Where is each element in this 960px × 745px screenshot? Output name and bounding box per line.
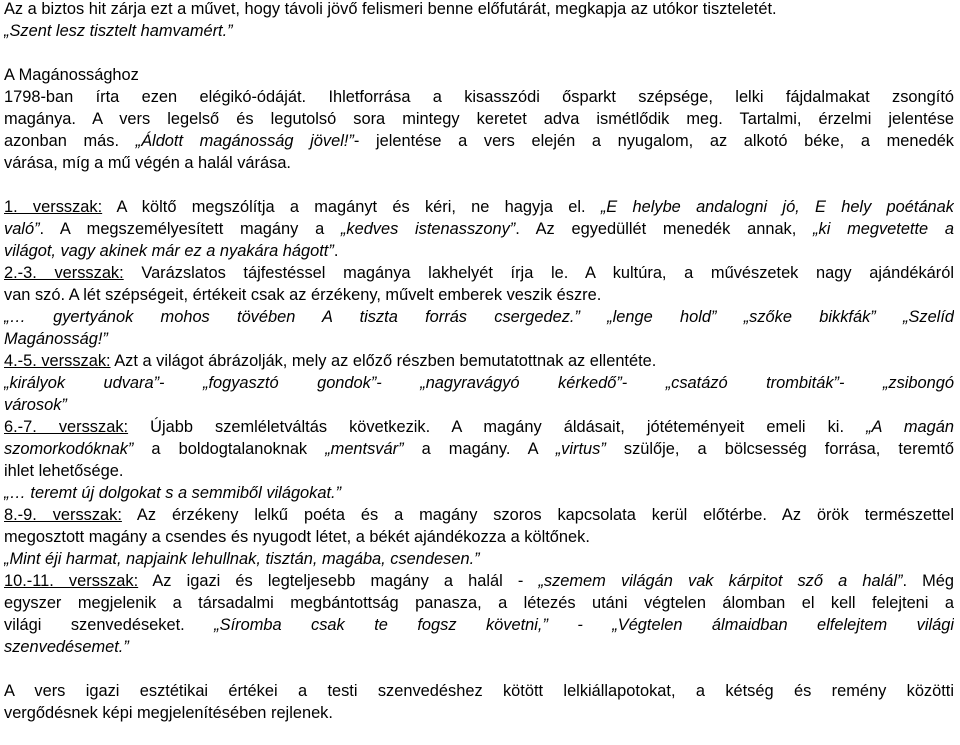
quote-line: [4, 636, 954, 658]
text-span: magánya. A vers legelső és legutolsó sora mintegy keretet adva ismétlődik meg. Tartalmi, érzelmi jelentése: [4, 110, 954, 128]
section-heading: [4, 64, 954, 86]
text-line: [4, 416, 954, 438]
text-line: [4, 130, 954, 152]
text-span: A Magánossághoz: [4, 66, 139, 84]
stanza-label: 10.-11. versszak:: [4, 572, 139, 590]
text-span: van szó. A lét szépségeit, értékeit csak az érzékeny, művelt emberek veszik észre.: [4, 286, 602, 304]
quote-text: „A magán: [866, 418, 954, 436]
quote-text: való”: [4, 220, 40, 238]
quote-text: „ki megvetette a: [813, 220, 954, 238]
text-span: Azt a világot ábrázolják, mely az előző részben bemutatottnak az ellentéte.: [110, 352, 657, 370]
quote-text: „Szent lesz tisztelt hamvamért.”: [4, 22, 233, 40]
text-line: [4, 438, 954, 460]
text-line: [4, 592, 954, 614]
quote-text: „kedves istenasszony”: [340, 220, 516, 238]
text-span: . Még: [902, 572, 954, 590]
text-line: [4, 152, 954, 174]
text-line: [4, 570, 954, 592]
text-span: . Az egyedüllét menedék annak,: [515, 220, 814, 238]
stanza-label: 1. versszak:: [4, 198, 103, 216]
quote-text: „E helybe andalogni jó, E hely poétának: [600, 198, 954, 216]
quote-line: [4, 328, 954, 350]
quote-line: [4, 394, 954, 416]
text-line: [4, 262, 954, 284]
text-line: [4, 0, 954, 20]
quote-text: „mentsvár”: [325, 440, 404, 458]
quote-line: [4, 548, 954, 570]
text-span: Újabb szemléletváltás következik. A magány áldásait, jótéteményeit emeli ki.: [128, 418, 867, 436]
quote-text: szenvedésemet.”: [4, 638, 129, 656]
text-span: Az érzékeny lelkű poéta és a magány szoros kapcsolata kerül előtérbe. Az örök természettel: [121, 506, 954, 524]
text-line: [4, 702, 954, 724]
text-span: Varázslatos tájfestéssel magánya lakhelyét írja le. A kultúra, a művészetek nagy ajándékáról: [123, 264, 954, 282]
text-line: [4, 240, 954, 262]
text-line: [4, 20, 954, 42]
text-span: szülője, a bölcsesség forrása, teremtő: [605, 440, 954, 458]
stanza-label: 4.-5. versszak:: [4, 352, 111, 370]
quote-text: „Mint éji harmat, napjaink lehullnak, tisztán, magába, csendesen.”: [4, 550, 480, 568]
text-line: [4, 680, 954, 702]
text-line: [4, 218, 954, 240]
text-line: [4, 86, 954, 108]
text-span: ihlet lehetősége.: [4, 462, 124, 480]
text-span: Az a biztos hit zárja ezt a művet, hogy távoli jövő felismeri benne előfutárát, megkapja az utókor tiszteletét.: [4, 0, 777, 18]
text-line: [4, 614, 954, 636]
text-span: megosztott magány a csendes és nyugodt létet, a békét ajándékozza a költőnek.: [4, 528, 590, 546]
text-line: [4, 460, 954, 482]
quote-text: „királyok udvara”- „fogyasztó gondok”- „nagyravágyó kérkedő”- „csatázó trombiták”- „zsibongó: [4, 374, 954, 392]
quote-text: „Síromba csak te fogsz követni,” - „Végtelen álmaidban elfelejtem világi: [214, 616, 954, 634]
quote-text: „… teremt új dolgokat s a semmiből világokat.”: [4, 484, 342, 502]
text-line: [4, 526, 954, 548]
quote-text: „szemem világán vak kárpitot sző a halál”: [538, 572, 903, 590]
text-line: [4, 196, 954, 218]
quote-text: „virtus”: [555, 440, 606, 458]
quote-text: Magánosság!”: [4, 330, 108, 348]
text-span: A költő megszólítja a magányt és kéri, ne hagyja el.: [102, 198, 601, 216]
text-span: . A megszemélyesített magány a: [39, 220, 341, 238]
text-span: .: [333, 242, 339, 260]
text-span: 1798-ban írta ezen elégikó-ódáját. Ihletforrása a kisasszódi ősparkt szépsége, lelki fájdalmakat zsongító: [4, 88, 954, 106]
text-line: [4, 284, 954, 306]
text-span: egyszer megjelenik a társadalmi megbántottság panasza, a létezés utáni végtelen álomban el kell felejteni a: [4, 594, 954, 612]
quote-text: szomorkodóknak”: [4, 440, 134, 458]
text-span: vergődésnek képi megjelenítésében rejlenek.: [4, 704, 333, 722]
text-span: a magány. A: [403, 440, 556, 458]
text-line: [4, 504, 954, 526]
quote-line: [4, 372, 954, 394]
text-line: [4, 350, 954, 372]
stanza-label: 2.-3. versszak:: [4, 264, 124, 282]
text-span: azonban más.: [4, 132, 136, 150]
stanza-label: 8.-9. versszak:: [4, 506, 122, 524]
text-span: A vers igazi esztétikai értékei a testi szenvedéshez kötött lelkiállapotokat, a kétség és remény közötti: [4, 682, 954, 700]
quote-line: [4, 482, 954, 504]
quote-text: „… gyertyánok mohos tövében A tiszta forrás csergedez.” „lenge hold” „szőke bikkfák” „Szelíd: [4, 308, 954, 326]
text-span: a boldogtalanoknak: [133, 440, 326, 458]
text-span: - jelentése a vers elején a nyugalom, az alkotó béke, a menedék: [353, 132, 954, 150]
quote-line: [4, 306, 954, 328]
quote-text: világot, vagy akinek már ez a nyakára hágott”: [4, 242, 334, 260]
text-span: Az igazi és legteljesebb magány a halál -: [138, 572, 539, 590]
quote-text: „Áldott magánosság jövel!”: [135, 132, 354, 150]
text-span: világi szenvedéseket.: [4, 616, 215, 634]
text-line: [4, 108, 954, 130]
text-span: várása, míg a mű végén a halál várása.: [4, 154, 291, 172]
quote-text: városok”: [4, 396, 67, 414]
stanza-label: 6.-7. versszak:: [4, 418, 129, 436]
